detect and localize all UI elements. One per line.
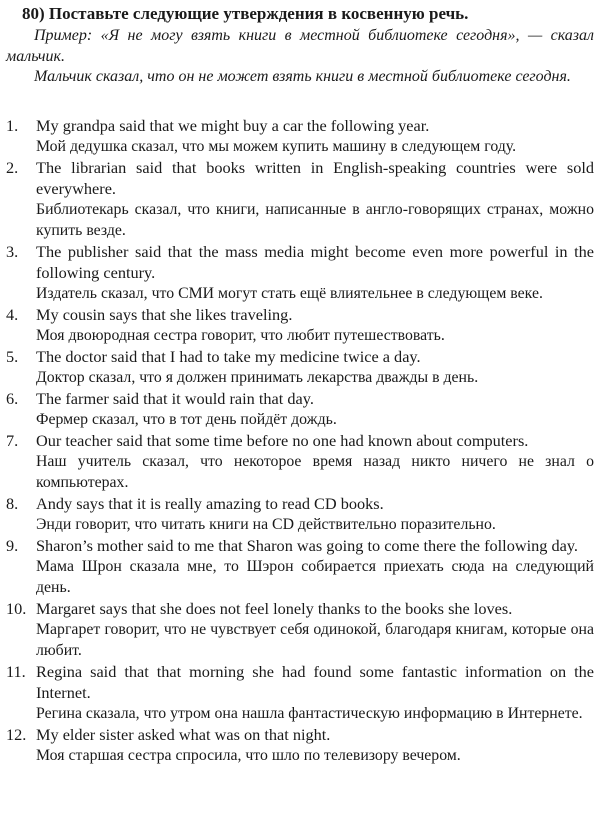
item-english: My grandpa said that we might buy a car the following year.	[36, 116, 430, 135]
item-russian: Энди говорит, что читать книги на CD действительно поразительно.	[36, 516, 496, 533]
item-english: My elder sister asked what was on that night.	[36, 725, 331, 744]
item-number: 4.	[6, 305, 19, 324]
example-block	[6, 26, 594, 88]
list-item	[0, 304, 602, 346]
item-english: The publisher said that the mass media might become even more powerful in the following century.	[36, 242, 594, 282]
item-russian: Доктор сказал, что я должен принимать лекарства дважды в день.	[36, 369, 479, 386]
item-russian: Фермер сказал, что в тот день пойдёт дождь.	[36, 411, 337, 428]
item-english: Sharon’s mother said to me that Sharon was going to come there the following day.	[36, 536, 578, 555]
item-russian: Библиотекарь сказал, что книги, написанные в англо-говорящих странах, можно купить везде.	[36, 201, 594, 239]
item-russian: Маргарет говорит, что не чувствует себя одинокой, благодаря книгам, которые она любит.	[36, 621, 594, 659]
item-number: 5.	[6, 347, 19, 366]
example-label: Пример:	[34, 27, 93, 44]
list-item	[0, 430, 602, 493]
list-item	[0, 598, 602, 661]
item-russian: Мама Шрон сказала мне, то Шэрон собирается приехать сюда на следующий день.	[36, 558, 594, 596]
sentence-list	[0, 115, 602, 766]
list-item	[0, 493, 602, 535]
list-item	[0, 724, 602, 766]
item-english: Our teacher said that some time before no one had known about computers.	[36, 431, 529, 450]
list-item	[0, 388, 602, 430]
item-russian: Наш учитель сказал, что некоторое время назад никто ничего не знал о компьютерах.	[36, 453, 594, 491]
item-number: 2.	[6, 158, 19, 177]
list-item	[0, 535, 602, 598]
example-indirect-speech: Мальчик сказал, что он не может взять книги в местной библиотеке сегодня.	[34, 68, 571, 85]
item-english: The farmer said that it would rain that day.	[36, 389, 314, 408]
item-number: 1.	[6, 116, 19, 135]
item-number: 6.	[6, 389, 19, 408]
item-russian: Регина сказала, что утром она нашла фантастическую информацию в Интернете.	[36, 705, 583, 722]
item-russian: Моя двоюродная сестра говорит, что любит путешествовать.	[36, 327, 445, 344]
item-number: 10.	[6, 599, 27, 618]
item-english: Margaret says that she does not feel lonely thanks to the books she loves.	[36, 599, 513, 618]
item-english: The doctor said that I had to take my medicine twice a day.	[36, 347, 421, 366]
list-item	[0, 661, 602, 724]
item-number: 9.	[6, 536, 19, 555]
item-russian: Издатель сказал, что СМИ могут стать ещё влиятельнее в следующем веке.	[36, 285, 543, 302]
list-item	[0, 241, 602, 304]
item-russian: Моя старшая сестра спросила, что шло по телевизору вечером.	[36, 747, 461, 764]
item-number: 7.	[6, 431, 19, 450]
example-direct-speech	[6, 26, 594, 67]
exercise-title: 80) Поставьте следующие утверждения в косвенную речь.	[22, 4, 469, 23]
list-item	[0, 346, 602, 388]
example-direct-text: «Я не могу взять книги в местной библиотеке сегодня», — сказал мальчик.	[6, 27, 595, 65]
item-number: 11.	[6, 662, 26, 681]
item-english: Andy says that it is really amazing to read CD books.	[36, 494, 384, 513]
item-english: My cousin says that she likes traveling.	[36, 305, 293, 324]
list-item	[0, 115, 602, 157]
item-english: Regina said that that morning she had found some fantastic information on the Internet.	[36, 662, 594, 702]
item-number: 12.	[6, 725, 27, 744]
item-english: The librarian said that books written in English-speaking countries were sold everywhere.	[36, 158, 594, 198]
item-russian: Мой дедушка сказал, что мы можем купить машину в следующем году.	[36, 138, 517, 155]
item-number: 3.	[6, 242, 19, 261]
item-number: 8.	[6, 494, 19, 513]
list-item	[0, 157, 602, 241]
